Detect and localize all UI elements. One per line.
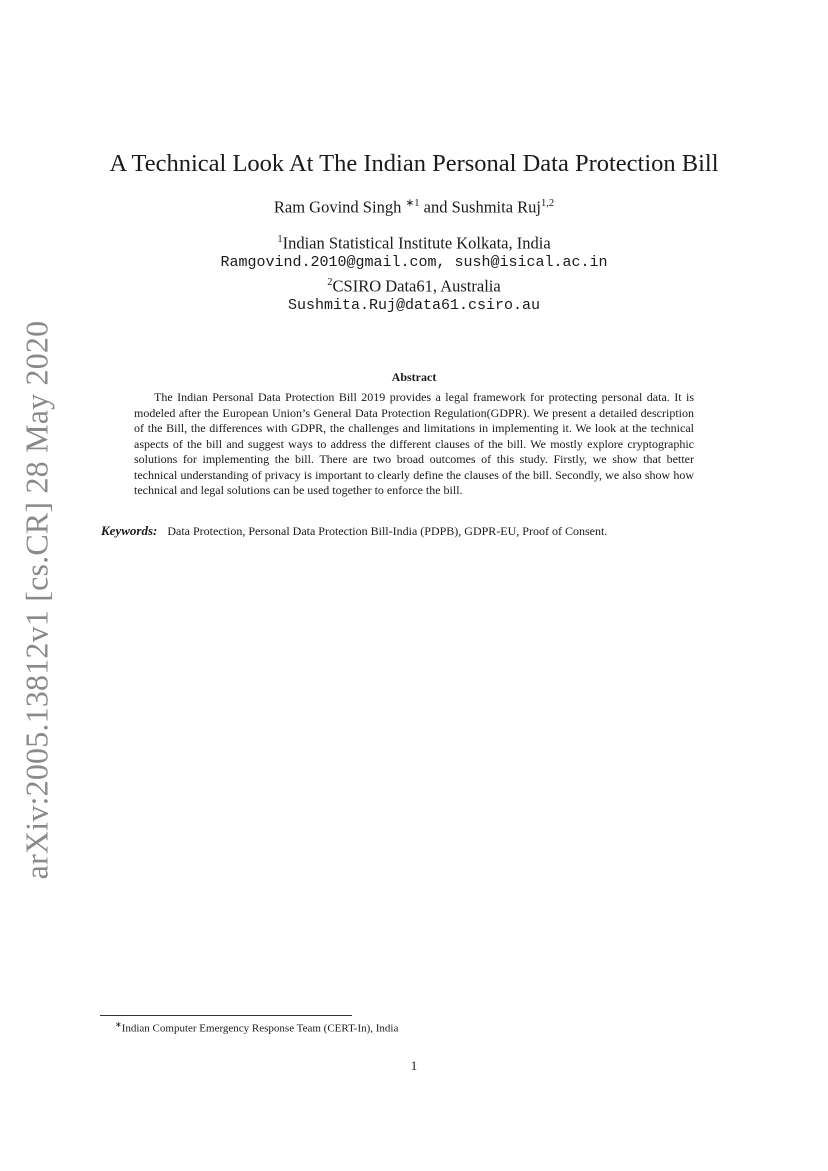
footnote	[115, 1020, 398, 1035]
author-line	[0, 197, 828, 218]
keywords-label: Keywords:	[101, 523, 158, 538]
author-affiliation-mark: ∗1	[405, 198, 420, 209]
affiliation-mark: 2	[327, 276, 333, 288]
author-name: Sushmita Ruj	[451, 197, 541, 217]
abstract-heading: Abstract	[391, 370, 437, 384]
affiliation-emails[interactable]: Sushmita.Ruj@data61.csiro.au	[287, 296, 541, 314]
keywords-line	[101, 523, 607, 539]
affiliation-institution: Indian Statistical Institute Kolkata, India	[282, 233, 551, 253]
author-affiliation-mark: 1,2	[540, 198, 555, 209]
affiliation-emails[interactable]: Ramgovind.2010@gmail.com, sush@isical.ac.in	[220, 254, 608, 271]
affiliation-institution: CSIRO Data61, Australia	[332, 276, 501, 295]
footnote-text: Indian Computer Emergency Response Team (CERT-In), India	[121, 1022, 399, 1035]
arxiv-identifier-stamp: arXiv:2005.13812v1 [cs.CR] 28 May 2020	[18, 320, 55, 880]
affiliations	[0, 230, 828, 315]
footnote-mark: ∗	[115, 1020, 122, 1029]
footnote-divider	[100, 1015, 352, 1016]
affiliation-line	[0, 230, 828, 253]
author-conjunction: and	[423, 197, 448, 217]
page-number: 1	[410, 1058, 418, 1073]
paper-title: A Technical Look At The Indian Personal Data Protection Bill	[109, 150, 719, 177]
keywords-text: Data Protection, Personal Data Protection Bill-India (PDPB), GDPR-EU, Proof of Consent.	[167, 524, 608, 538]
author-name: Ram Govind Singh	[273, 197, 402, 217]
affiliation-line	[0, 273, 828, 296]
abstract-text: The Indian Personal Data Protection Bill 2019 provides a legal framework for protecting personal data. It is modeled after the European Union’s General Data Protection Regulation(GDPR). We present a detailed description of the Bill, the differences with GDPR, the challenges and limitations in implementing it. We look at the technical aspects of the bill and suggest ways to address the different clauses of the bill. We mostly explore cryptographic solutions for implementing the bill. There are two broad outcomes of this study. Firstly, we show that better technical understanding of privacy is important to clearly define the clauses of the bill. Secondly, we also show how technical and legal solutions can be used together to enforce the bill.	[134, 390, 694, 497]
affiliation-mark: 1	[277, 234, 283, 245]
